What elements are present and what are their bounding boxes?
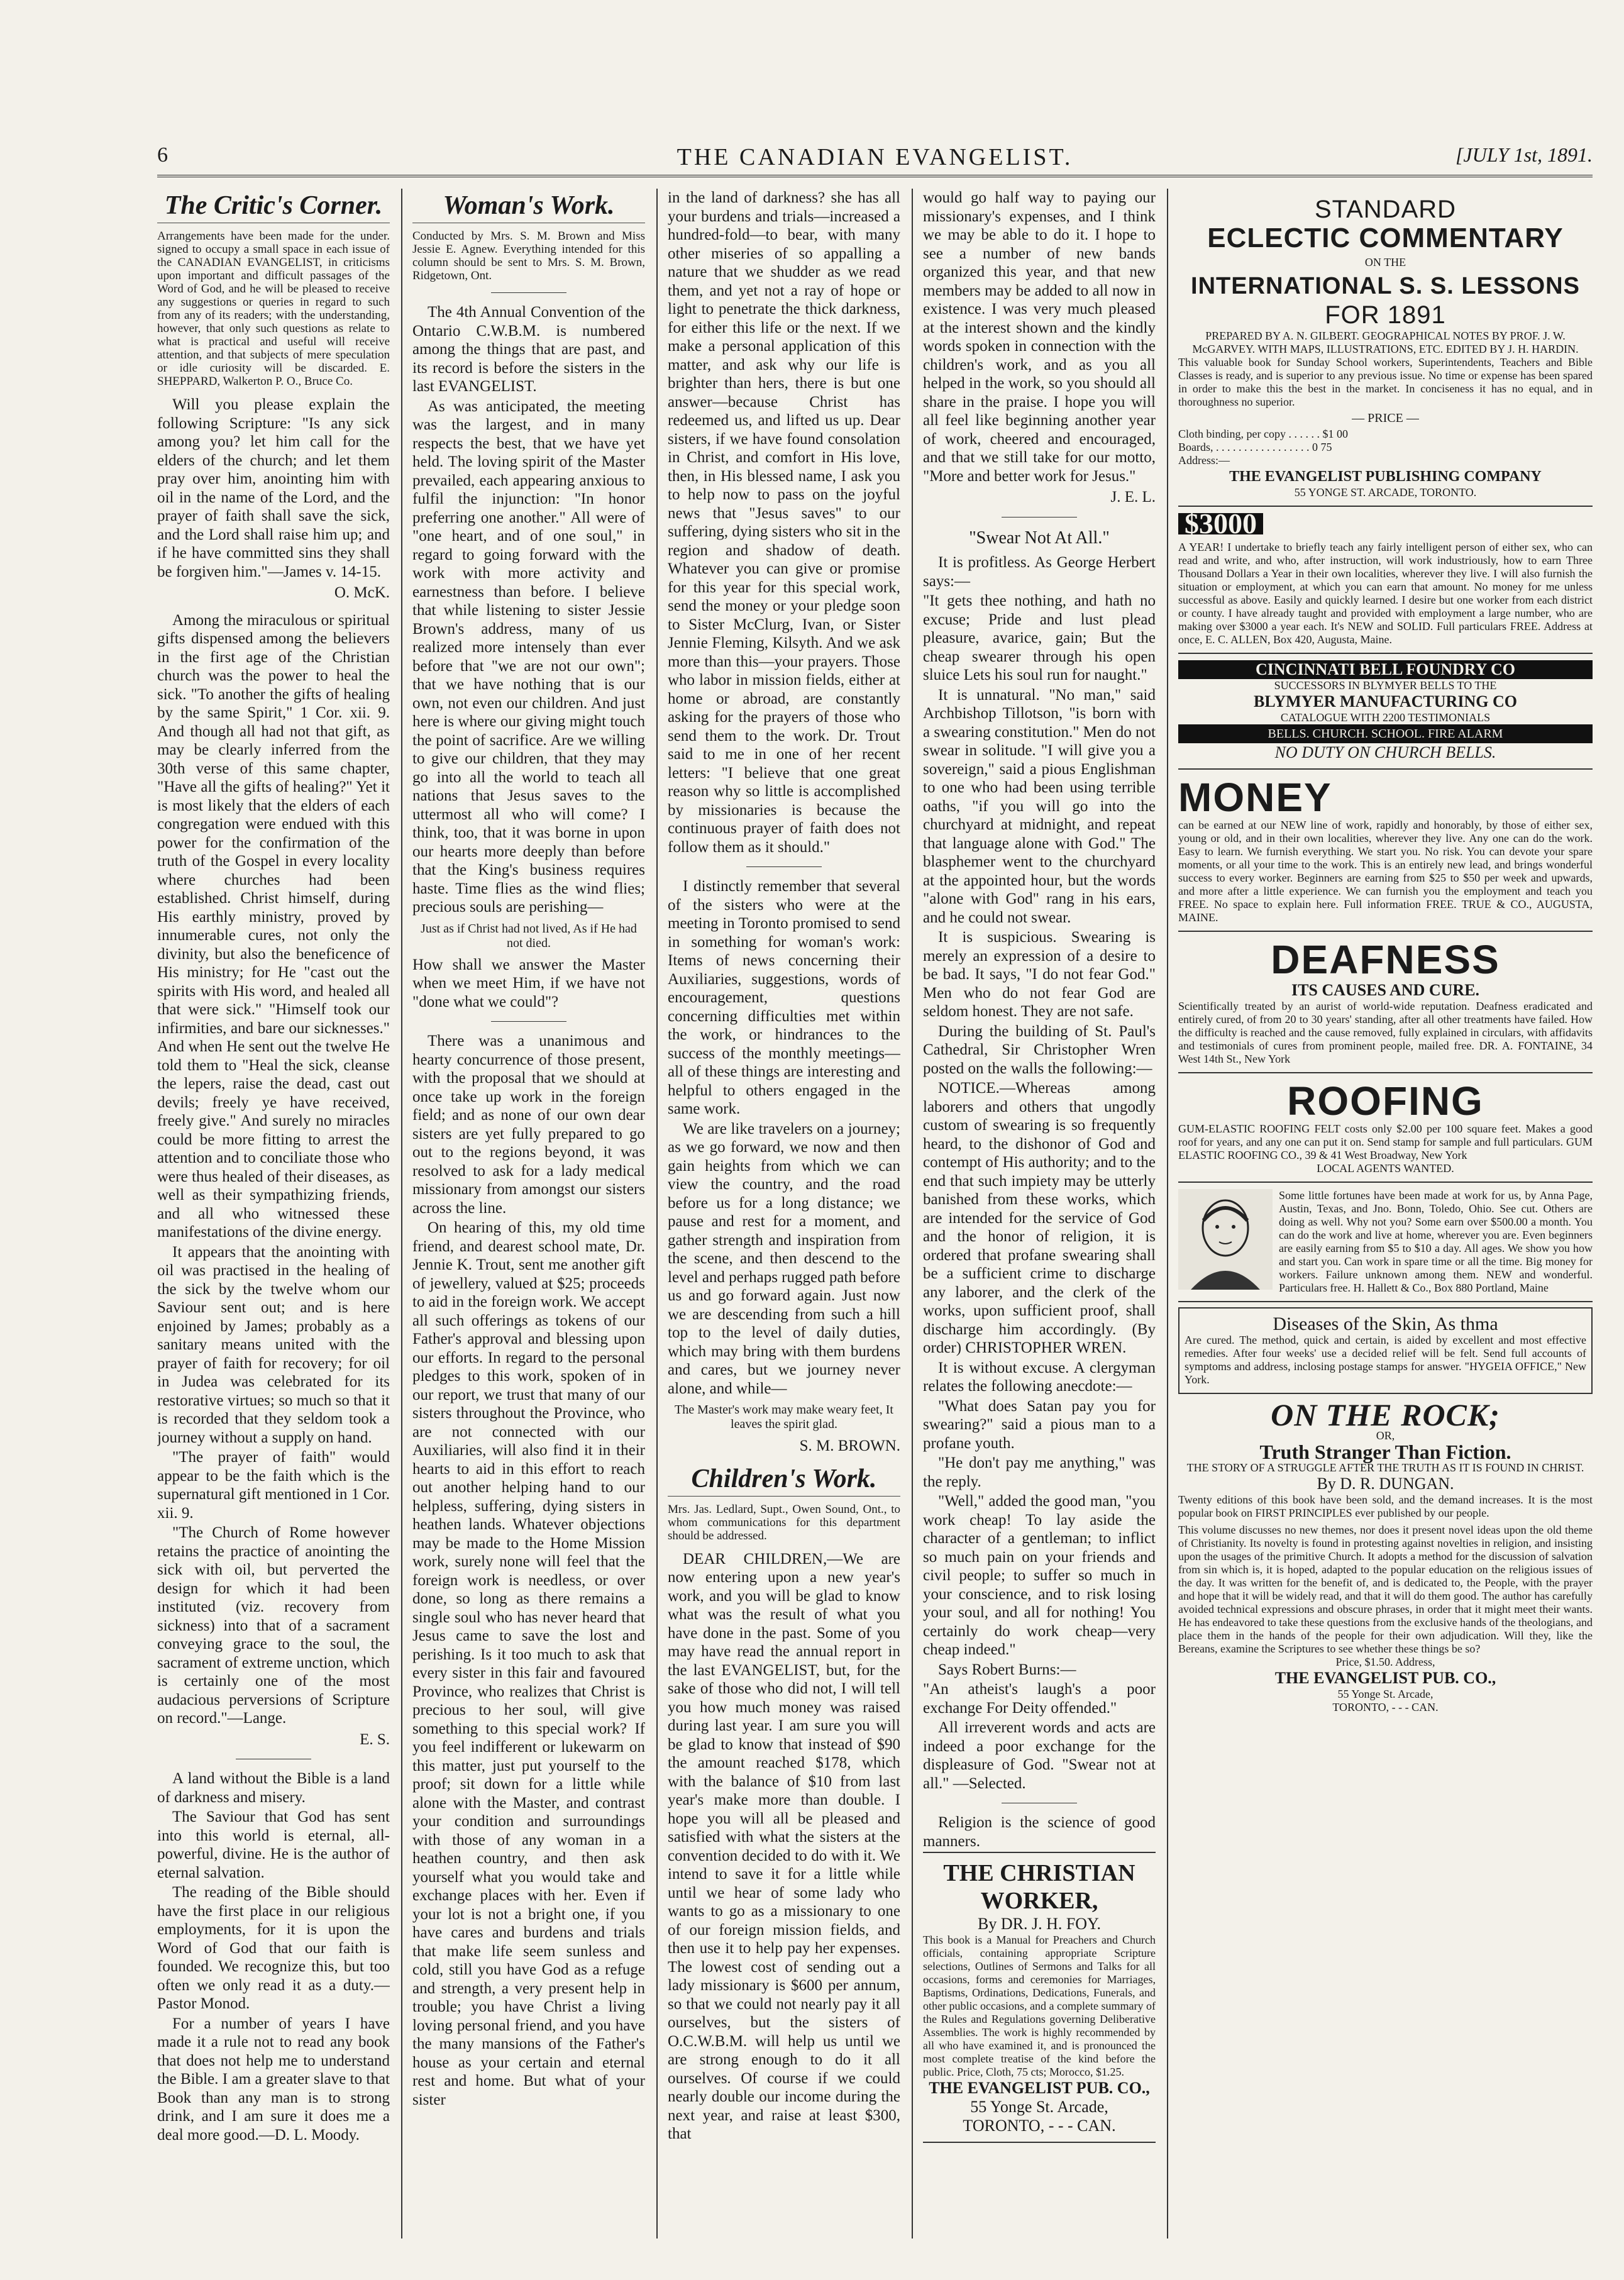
article-signature: S. M. BROWN.: [799, 1437, 900, 1454]
article-paragraph: would go half way to paying our missionary's expenses, and I think we may be able to do it. I hope to see a number of new bands organized this year, and that new members may be added to all now in existence. I was very much pleased at the interest shown and the kindly words spoken in connection with the children's work, and as you all helped in the work, so you should all share in the praise. I hope you will all feel like beginning another year of work, cheered and encouraged, and that we still take for our motto, "More and better work for Jesus.": [923, 189, 1156, 485]
column-rule: [1167, 189, 1168, 2238]
ad-publisher: THE EVANGELIST PUBLISHING COMPANY: [1229, 468, 1542, 485]
article-paragraph: It is profitless. As George Herbert says:—: [923, 554, 1156, 590]
ad-price: Boards, . . . . . . . . . . . . . . . . . 0 75: [1178, 441, 1332, 453]
ad-publisher: THE EVANGELIST PUB. CO.,: [1274, 1668, 1496, 1687]
ad-city: TORONTO, - - - CAN.: [1332, 1700, 1439, 1713]
ad-address: 55 YONGE ST. ARCADE, TORONTO.: [1294, 486, 1477, 499]
column-rule: [401, 189, 402, 2238]
article-paragraph: I distinctly remember that several of the sisters who were at the meeting in Toronto promised to send in something for woman's work: Items of news concerning their Auxiliaries, suggestions, words of encouragement, questions concerning difficulties met within the work, or hindrances to the success of the monthly meetings—all of these things are interesting and helpful to others engaged in the same work.: [668, 878, 900, 1117]
article-signature: E. S.: [360, 1730, 390, 1748]
article-paragraph: How shall we answer the Master when we meet Him, if we have not "done what we could"?: [412, 956, 645, 1010]
ad-line: ECLECTIC COMMENTARY: [1207, 223, 1564, 253]
ad-line: BLYMYER MANUFACTURING CO: [1254, 692, 1517, 711]
column-critics-corner: [157, 189, 390, 2238]
ad-text: Some little fortunes have been made at work for us, by Anna Page, Austin, Texas, and Jno. Bonn, Toledo, Ohio. See cut. Others are doing as well. Why not you? Some earn over $500.00 a month. You can do the work and live at home, wherever you are. Even beginners are easily earning from $5 to $10 a day. All ages. We show you how and start you. Can work in spare time or all the time. Big money for workers. Failure unknown among them. NEW and wonderful. Particulars free. H. Hallett & Co., Box 880 Portland, Maine: [1279, 1188, 1593, 1294]
column-rule: [656, 189, 658, 2238]
ad-tagline: THE STORY OF A STRUGGLE AFTER THE TRUTH AS IT IS FOUND IN CHRIST.: [1186, 1461, 1584, 1474]
diseases-ad: [1178, 1307, 1593, 1394]
poem-quote: "It gets thee nothing, and hath no excuse; Pride and lust plead pleasure, avarice, gain; But the cheap swearer through his open sluice Lets his soul run for naught.": [923, 592, 1156, 683]
article-paragraph: We are like travelers on a journey; as we go forward, we now and then gain heights from which we can view the country, and the road before us for a long distance; we pause and rest for a moment, and gather strength and inspiration from the scene, and then descend to the level and perhaps rugged path before us and go forward again. Just now we are descending from such a hill top to the level of daily duties, which may bring with them burdens and cares, but we journey never alone, and while—: [668, 1120, 900, 1397]
divider: [746, 866, 822, 867]
bell-foundry-ad: [1178, 654, 1593, 770]
ad-line: OR,: [1376, 1429, 1395, 1442]
article-paragraph: There was a unanimous and hearty concurrence of those present, with the proposal that we should at once take up work in the foreign field; and as none of our own dear sisters are yet fully prepared to go out to the regions beyond, it was resolved to ask for a lady medical missionary from amongst our sisters across the line.: [412, 1032, 645, 1217]
on-the-rock-ad: [1178, 1394, 1593, 1720]
ad-title: MONEY: [1178, 774, 1332, 820]
ad-line: NO DUTY ON CHURCH BELLS.: [1274, 743, 1496, 761]
page-number: 6: [157, 143, 168, 167]
christian-worker-ad: [923, 1852, 1156, 2143]
ad-price: Price, $1.50. Address,: [1335, 1655, 1435, 1668]
issue-date: [JULY 1st, 1891.: [1455, 143, 1593, 166]
article-paragraph: It appears that the anointing with oil was practised in the healing of the sick by the twelve whom our Saviour sent out; and is here enjoined by James; probably as a sanitary means united with the prayer of faith for recovery; for oil in Judea was celebrated for its restorative virtues; so much so that it is recorded that they seldom took a journey without a supply on hand.: [157, 1243, 390, 1446]
query-signature: O. McK.: [334, 584, 390, 601]
column-advertisements: [1178, 189, 1593, 2238]
newspaper-title: THE CANADIAN EVANGELIST.: [677, 144, 1073, 170]
womans-work-note: Conducted by Mrs. S. M. Brown and Miss Jessie E. Agnew. Everything intended for this column should be sent to Mrs. S. M. Brown, Ridgetown, Ont.: [412, 230, 645, 282]
poem-quote: "An atheist's laugh's a poor exchange For Deity offended.": [923, 1681, 1156, 1717]
ad-text: Are cured. The method, quick and certain, is aided by excellent and most effective remedies. After four weeks' use a decided relief will be felt. Send full accounts of symptoms and address, inclosing postage stamps for answer. "HYGEIA OFFICE," New York.: [1185, 1333, 1586, 1386]
verse-quote: Just as if Christ had not lived, As if He had not died.: [421, 921, 637, 950]
ad-line: ON THE: [1364, 256, 1406, 268]
column-three: [668, 189, 900, 2238]
ad-title: ON THE ROCK;: [1271, 1397, 1500, 1432]
article-paragraph: All irreverent words and acts are indeed a poor exchange for the displeasure of God. "Swear not at all." —Selected.: [923, 1719, 1156, 1792]
ad-text: This book is a Manual for Preachers and Church officials, containing appropriate Scripture selections, Outlines of Sermons and Talks for all occasions, forms and ceremonies for Marriages, Baptisms, Ordinations, Dedications, Funerals, and other public occasions, and a complete summary of the Rules and Regulations governing Deliberative Assemblies. The work is highly recommended by all who have examined it, and is pronounced the most complete treatise of the kind before the public. Price, Cloth, 75 cts; Morocco, $1.25.: [923, 1934, 1156, 2078]
ad-address: 55 Yonge St. Arcade,: [970, 2098, 1108, 2116]
article-paragraph: DEAR CHILDREN,—We are now entering upon a new year's work, and you will be glad to know what was the result of what you have done in the past. Some of you may have read the annual report in the last EVANGELIST, but, for the sake of those who did not, I will tell you how much money was raised during last year. I am sure you will be glad to know that instead of $90 the amount reached $178, which with the balance of $10 from last year's make more than double. I hope you will all be pleased and satisfied with what the sisters at the convention decided to do with it. We intend to save it for a little while until we hear of some lady who wants to go as a missionary to one of our foreign mission fields, and then use it to help pay her expenses. The lowest cost of sending out a lady missionary is $600 per annum, so that we could not nearly pay it all ourselves, but the sisters of O.C.W.B.M. will help us until we are strong enough to do it all ourselves. Of course if we could nearly double our income during the next year, and raise at least $300, that: [668, 1550, 900, 2142]
ad-line: INTERNATIONAL S. S. LESSONS: [1191, 273, 1580, 299]
article-signature: J. E. L.: [1110, 489, 1156, 506]
ad-city: TORONTO, - - - CAN.: [963, 2117, 1116, 2135]
ad-line: SUCCESSORS IN BLYMYER BELLS TO THE: [1274, 678, 1497, 692]
column-four: [923, 189, 1156, 2238]
ad-address: 55 Yonge St. Arcade,: [1337, 1687, 1433, 1700]
ad-title: DEAFNESS: [1271, 936, 1500, 982]
article-paragraph: NOTICE.—Whereas among laborers and others that ungodly custom of swearing is so frequently heard, to the dishonor of God and contempt of His authority; and to the end that such impiety may be utterly banished from these works, which are intended for the service of God and the honor of religion, it is ordered that profane swearing shall be a sufficient crime to discharge any laborer, and the clerk of the works, upon sufficient proof, shall discharge him accordingly. (By order) CHRISTOPHER WREN.: [923, 1080, 1156, 1356]
money-3000-ad: [1178, 507, 1593, 654]
childrens-work-heading: Children's Work.: [668, 1464, 900, 1497]
portrait-icon: [1178, 1189, 1273, 1290]
portrait-ad: [1178, 1183, 1593, 1302]
article-paragraph: During the building of St. Paul's Cathedral, Sir Christopher Wren posted on the walls the following:—: [923, 1022, 1156, 1077]
article-paragraph: Among the miraculous or spiritual gifts dispensed among the believers in the first age of the Christian church was the power to heal the sick. "To another the gifts of healing by the same Spirit," 1 Cor. xii. 9. And though all had not that gift, as may be clearly inferred from the 30th verse of this same chapter, "Have all the gifts of healing?" Yet it is most likely that the elders of each congregation were endued with this power for the confirmation of the truth of the Gospel in every locality where churches had been established. Christ himself, during His earthly ministry, proved by innumerable cures, not only the divinity, but also the beneficence of His ministry; for He "cast out the spirits with His word, and healed all that were sick." "Himself took our infirmities, and bare our sicknesses." And when He sent out the twelve He told them to "Heal the sick, cleanse the lepers, raise the dead, cast out devils; freely ye have received, freely give." And surely no miracles could be more fitting to arrest the attention and to conciliate those who were thus healed of their diseases, as well as their sympathizing friends, and all who witnessed these manifestations of the divine energy.: [157, 611, 390, 1241]
column-womans-work: [412, 189, 645, 2238]
short-item: Religion is the science of good manners.: [923, 1814, 1156, 1850]
short-item: For a number of years I have made it a rule not to read any book that does not help me to understand the Bible. I am a greater slave to that Book than any man is to strong drink, and I am sure it does me a deal more good.—D. L. Moody.: [157, 2015, 390, 2144]
short-item: The reading of the Bible should have the first place in our religious employments, for it is upon the Word of God that our faith is founded. We recognize this, but too often we only read it as a duty.—Pastor Monod.: [157, 1884, 390, 2012]
short-item: The Saviour that God has sent into this world is eternal, all-powerful, divine. He is the author of eternal salvation.: [157, 1808, 390, 1881]
article-paragraph: It is without excuse. A clergyman relates the following anecdote:—: [923, 1359, 1156, 1395]
ad-title: ROOFING: [1287, 1078, 1484, 1124]
commentary-ad: [1178, 189, 1593, 507]
article-paragraph: in the land of darkness? she has all your burdens and trials—increased a hundred-fold—to bear, with many other miseries of so appalling a nature that we shudder as we read them, and yet not a ray of hope or light to penetrate the thick darkness, for either this life or the next. If we make a personal application of this matter, and ask why our life is brighter than hers, there is but one answer—because Christ has redeemed us, and lifted us up. Dear sisters, if we have found consolation in Christ, and comfort in His love, then, in His blessed name, I ask you to help now to pass on the joyful news that "Jesus saves" to our suffering, dying sisters who sit in the region and shadow of death. Whatever you can give or promise for this year for this special work, send the money or your pledge soon to Sister McClurg, Ivan, or Sister Jennie Fleming, Kilsyth. And we ask more than this—your prayers. Those who labor in mission fields, either at home or abroad, are constantly asking for the prayers of those who send them to the work. Dr. Trout said to me in one of her recent letters: "I believe that one great reason why so little is accomplished by missionaries is because the continuous prayer of faith does not follow them as it should.": [668, 189, 900, 856]
ad-price: Cloth binding, per copy . . . . . . $1 00: [1178, 428, 1348, 440]
verse-quote: The Master's work may make weary feet, It leaves the spirit glad.: [675, 1403, 893, 1431]
ad-subtitle: ITS CAUSES AND CURE.: [1291, 980, 1480, 999]
article-paragraph: It is unnatural. "No man," said Archbishop Tillotson, "is born with a swearing constitution." Men do not swear in solitude. "I will give you a sovereign," said a pious Englishman to one who had been using terrible oaths, "if you will go into the churchyard at midnight, and repeat that language alone with God." The blasphemer went to the churchyard at the appointed hour, but the words "alone with God" rang in his ears, and he could not swear.: [923, 686, 1156, 926]
ad-text: This valuable book for Sunday School workers, Superintendents, Teachers and Bible Classes is ready, and is superior to any previous issue. No time or expense has been spared in order to make this the best in the market. In conciseness it has no equal, and in thoroughness no superior.: [1178, 356, 1593, 408]
article-paragraph: "The Church of Rome however retains the practice of anointing the sick with oil, but perverted the design for which it had been instituted (viz. recovery from sickness) into that of a sacrament conveying grace to the soul, the sacrament of extreme unction, which is certainly one of the most audacious perversions of Scripture on record."—Lange.: [157, 1524, 390, 1727]
ad-line: BELLS. CHURCH. SCHOOL. FIRE ALARM: [1178, 724, 1593, 743]
masthead: [157, 143, 1593, 177]
womans-work-heading: Woman's Work.: [412, 191, 645, 223]
ad-agents: LOCAL AGENTS WANTED.: [1317, 1161, 1454, 1175]
ad-line: CATALOGUE WITH 2200 TESTIMONIALS: [1280, 711, 1491, 724]
article-paragraph: Says Robert Burns:—: [938, 1661, 1076, 1678]
ad-text: A YEAR! I undertake to briefly teach any fairly intelligent person of either sex, who can read and write, and who, after instruction, will work industriously, how to earn Three Thousand Dollars a Year in their own localities, wherever they live. I will also furnish the situation or employment, at which you can earn that amount. No money for me unless successful as above. Easily and quickly learned. I desire but one worker from each district or county. I have already taught and provided with employment a large number, who are making over $3000 a year each. It's NEW and SOLID. Full particulars FREE. Address at once, E. C. ALLEN, Box 420, Augusta, Maine.: [1178, 540, 1593, 646]
article-paragraph: The 4th Annual Convention of the Ontario C.W.B.M. is numbered among the things that are past, and its record is before the sisters in the last EVANGELIST.: [412, 304, 645, 395]
ad-text: can be earned at our NEW line of work, rapidly and honorably, by those of either sex, young or old, and in their own localities, wherever they live. Any one can do the work. Easy to learn. We furnish everything. We start you. No risk. You can devote your spare moments, or all your time to the work. This is an entirely new lead, and brings wonderful success to every worker. Beginners are earning from $25 to $50 per week and upwards, and more after a little experience. We can furnish you the employment and teach you FREE. No space to explain here. Full information FREE. TRUE & CO., AUGUSTA, MAINE.: [1178, 818, 1593, 924]
ad-subtitle: Truth Stranger Than Fiction.: [1259, 1440, 1511, 1463]
ad-author: By D. R. DUNGAN.: [1317, 1474, 1454, 1493]
ad-title: CINCINNATI BELL FOUNDRY CO: [1178, 660, 1593, 679]
divider: [491, 1021, 566, 1022]
ad-text: This volume discusses no new themes, nor does it present novel ideas upon the old theme of Christianity. Its novelty is found in protesting against novelties in religion, and insisting upon the usages of the primitive Church. It adopts a method for the discussion of salvation from sin which is, it is hoped, adapted to the popular education on the religious issues of the day. It was written for the benefit of, and is dedicated to, the People, with the prayer and hope that it will be widely read, and that it will do them good. The author has carefully avoided technical expressions and obscure phrases, in order that it might meet their wants. He has endeavored to take these questions from the exclusive hands of the theologians, and place them in the hands of the people for their own adjudication. Will they, like the Bereans, examine the Scriptures to see whether these things be so?: [1178, 1523, 1593, 1655]
article-paragraph: As was anticipated, the meeting was the largest, and in many respects the best, that we have yet held. The loving spirit of the Master prevailed, each appearing anxious to fulfil the injunction: "In honor preferring one another." All were of "one heart, and of one soul," in regard to going forward with the work with more activity and earnestness than before. I believe that while listening to sister Jessie Brown's address, many of us realized more intensely than ever before that "we are not our own"; that we have nothing that is our own, not even our children. And just here is where our giving might touch the point of sacrifice. Are we willing to give our children, that they may go into all the world to teach all nations that Jesus saves to the uttermost all who will come? I think, too, that it was borne in upon our hearts more deeply than before that the King's business requires haste. Time flies as the wind flies; precious souls are perishing—: [412, 397, 645, 916]
swear-not-heading: "Swear Not At All.": [969, 528, 1110, 548]
short-item: A land without the Bible is a land of darkness and misery.: [157, 1770, 390, 1806]
ad-line: STANDARD: [1314, 196, 1457, 223]
divider: [491, 292, 566, 293]
column-rule: [912, 189, 913, 2238]
ad-title: THE CHRISTIAN WORKER,: [943, 1860, 1135, 1914]
ad-amount: $3000: [1178, 513, 1263, 534]
ad-publisher: THE EVANGELIST PUB. CO.,: [929, 2079, 1150, 2097]
money-ad: [1178, 770, 1593, 932]
deafness-ad: [1178, 932, 1593, 1073]
article-paragraph: "Well," added the good man, "you work cheap! To lay aside the character of a gentleman; to inflict so much pain on your friends and civil people; to suffer so much in your conscience, and to risk losing your soul, and all for nothing! You certainly do work cheap—very cheap indeed.": [923, 1493, 1156, 1658]
critics-corner-heading: The Critic's Corner.: [157, 191, 390, 223]
article-paragraph: It is suspicious. Swearing is merely an expression of a desire to be bad. It says, "I do not fear God." Men who do not fear God are seldom honest. They are not safe.: [923, 929, 1156, 1020]
ad-address-label: Address:—: [1178, 454, 1230, 467]
article-paragraph: "The prayer of faith" would appear to be the faith which is the supernatural gift mentioned in 1 Cor. xii. 9.: [157, 1449, 390, 1522]
ad-text: Twenty editions of this book have been sold, and the demand increases. It is the most popular book on FIRST PRINCIPLES ever published by our people.: [1178, 1493, 1593, 1519]
article-paragraph: "He don't pay me anything," was the reply.: [923, 1454, 1156, 1490]
roofing-ad: [1178, 1073, 1593, 1183]
ad-line: FOR 1891: [1325, 301, 1446, 329]
ad-text: Scientifically treated by an aurist of world-wide reputation. Deafness eradicated and entirely cured, of from 20 to 30 years' standing, after all other treatments have failed. How the difficulty is reached and the cause removed, fully explained in circulars, with affidavits and testimonials of cures from prominent people, mailed free. DR. A. FONTAINE, 34 West 14th St., New York: [1178, 999, 1593, 1065]
ad-author: By DR. J. H. FOY.: [977, 1915, 1101, 1933]
childrens-work-note: Mrs. Jas. Ledlard, Supt., Owen Sound, Ont., to whom communications for this department should be addressed.: [668, 1502, 900, 1542]
ad-title: Diseases of the Skin, As thma: [1273, 1313, 1498, 1334]
ad-credits: PREPARED BY A. N. GILBERT. GEOGRAPHICAL NOTES BY PROF. J. W. McGARVEY. WITH MAPS, ILLUSTRATIONS, ETC. EDITED BY J. H. HARDIN.: [1192, 329, 1579, 355]
critics-corner-note: Arrangements have been made for the under. signed to occupy a small space in each issue of the CANADIAN EVANGELIST, in criticisms upon important and difficult passages of the Word of God, and he will be pleased to receive any suggestions or queries in regard to such from any of its readers; with the understanding, however, that only such questions as relate to what is practical and useful will receive attention, and that subjects of mere speculation or idle curiosity will be discarded. E. SHEPPARD, Walkerton P. O., Bruce Co.: [157, 230, 390, 388]
article-paragraph: On hearing of this, my old time friend, and dearest school mate, Dr. Jennie K. Trout, sent me another gift of jewellery, valued at $25; proceeds to aid in the foreign work. We accept all such offerings as tokens of our Father's approval and blessing upon our efforts. In regard to the personal pledges to this work, spoken of in our report, we trust that many of our sisters throughout the Province, who are not connected with our Auxiliaries, will also find it in their hearts to aid in this effort to reach out another helping hand to our helpless, suffering, dying sisters in heathen lands. Whatever objections may be made to the Home Mission work, surely none will feel that the foreign work is needless, or over done, so long as there remains a single soul who has never heard that Jesus came to save the lost and perishing. Is it too much to ask that every sister in this fair and favoured Province, who realizes that Christ is precious to her soul, will give something to this special work? If you feel indifferent or lukewarm on this matter, just put yourself to the proof; sit down for a little while alone with the Master, and contrast your condition and surroundings with those of any woman in a heathen country, and then ask yourself what you would take and exchange places with her. Even if your lot is not a bright one, if you have cares and burdens and trials that make life seem sunless and cold, still you have God as a refuge and strength, a very present help in trouble; you have Christ a living loving personal friend, and you have the many mansions of the Father's house as your certain and eternal rest and home. But what of your sister: [412, 1219, 645, 2108]
scripture-query: Will you please explain the following Scripture: "Is any sick among you? let him call for the elders of the church; and let them pray over him, anointing him with oil in the name of the Lord, and the prayer of faith shall save the sick, and the Lord shall raise him up; and if he have committed sins they shall be forgiven him."—James v. 14-15.: [157, 396, 390, 580]
ad-text: GUM-ELASTIC ROOFING FELT costs only $2.00 per 100 square feet. Makes a good roof for years, and any one can put it on. Send stamp for sample and full particulars. GUM ELASTIC ROOFING CO., 39 & 41 West Broadway, New York: [1178, 1122, 1593, 1161]
article-paragraph: "What does Satan pay you for swearing?" said a pious man to a profane youth.: [923, 1397, 1156, 1452]
ad-price-label: — PRICE —: [1352, 411, 1419, 425]
